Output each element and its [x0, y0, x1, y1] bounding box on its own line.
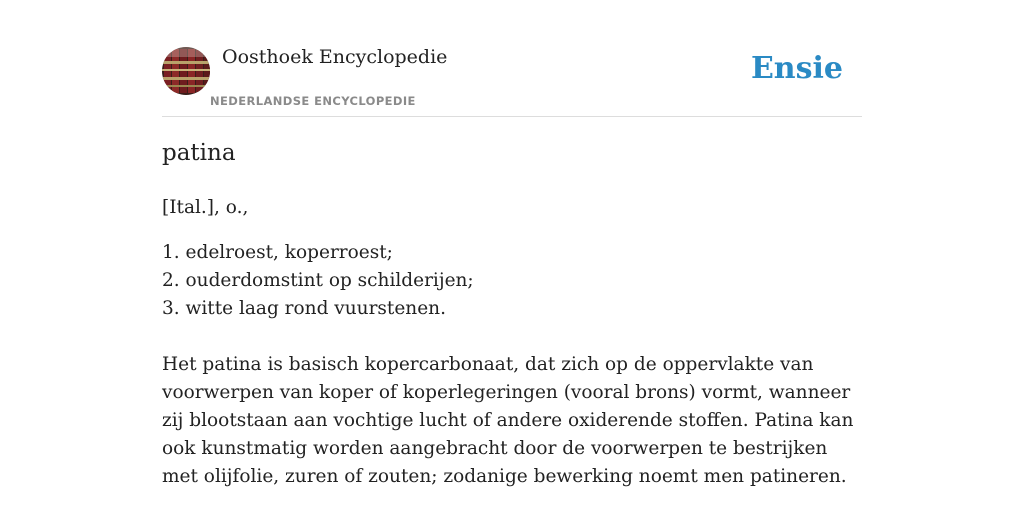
definition-list [162, 239, 474, 323]
entry-title: patina [162, 140, 236, 166]
site-title[interactable]: Oosthoek Encyclopedie [222, 46, 448, 68]
entry-grammar: [Ital.], o., [162, 197, 249, 218]
page [162, 0, 862, 487]
brand-logo[interactable]: Ensie [750, 51, 843, 86]
definition-item: 3. witte laag rond vuurstenen. [162, 298, 446, 319]
site-header [162, 0, 862, 117]
site-subtitle: NEDERLANDSE ENCYCLOPEDIE [210, 94, 416, 108]
definition-item: 2. ouderdomstint op schilderijen; [162, 270, 474, 291]
entry-body: Het patina is basisch kopercarbonaat, dat zich op de oppervlakte van voorwerpen van koper of koperlegeringen (vooral brons) vormt, wanneer zij blootstaan aan vochtige lucht of andere oxiderende stoffen. Patina kan ook kunstmatig worden aangebracht door de voorwerpen te bestrijken met olijfolie, zuren of zouten; zodanige bewerking noemt men patineren. [162, 354, 854, 487]
encyclopedia-books-icon[interactable] [162, 47, 210, 95]
definition-item: 1. edelroest, koperroest; [162, 242, 393, 263]
